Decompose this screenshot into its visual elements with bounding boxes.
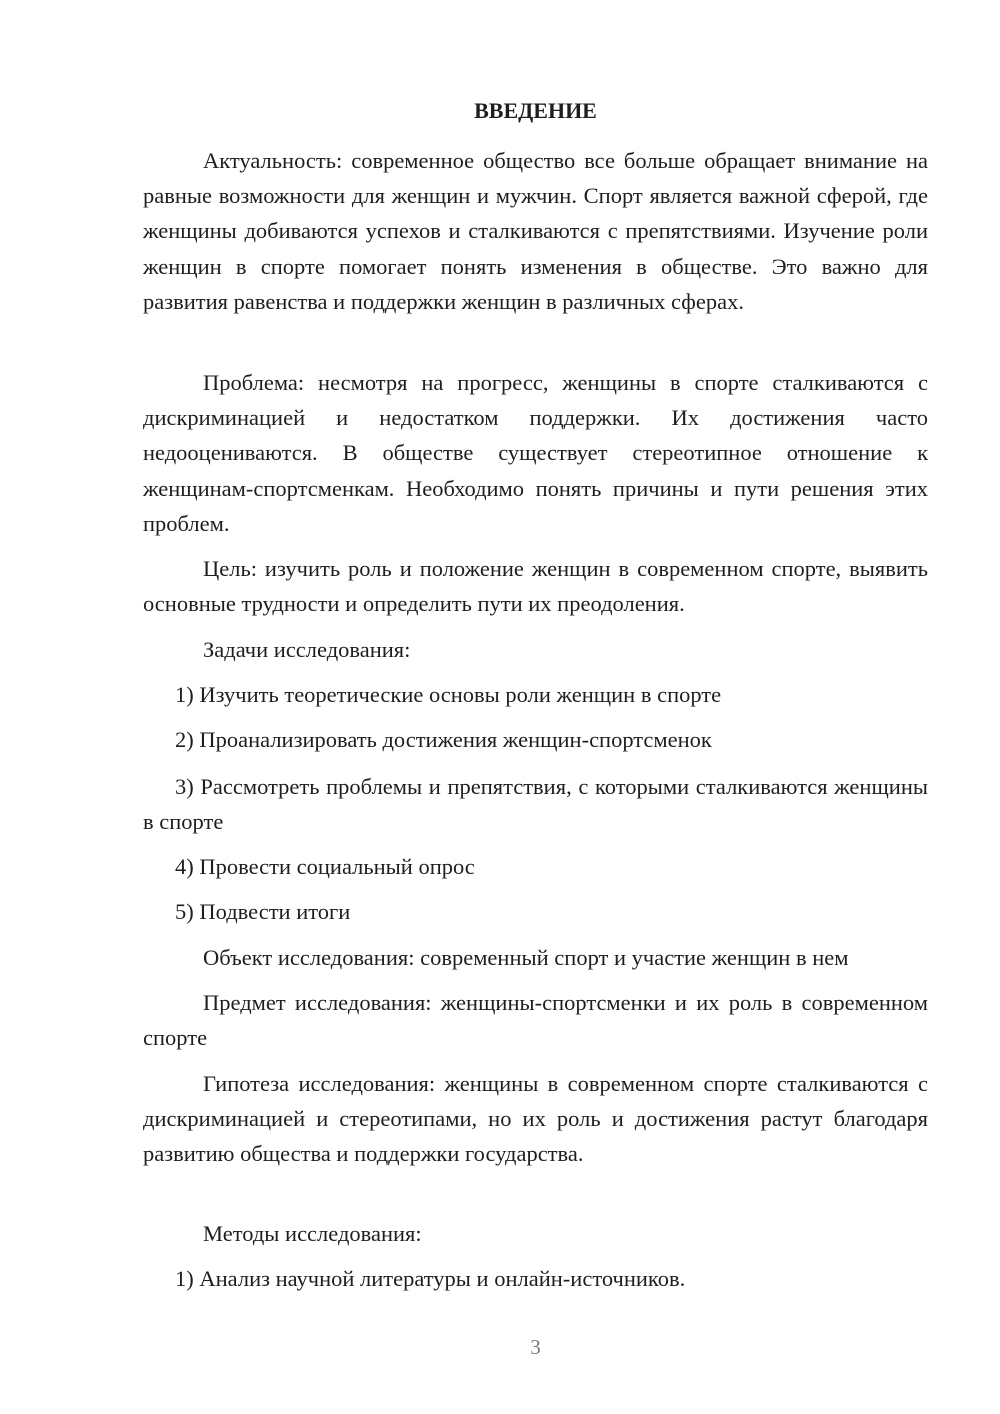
paragraph-methods-heading: Методы исследования: — [203, 1221, 422, 1246]
list-item-task-2: 2) Проанализировать достижения женщин-спортсменок — [175, 727, 712, 752]
paragraph-object: Объект исследования: современный спорт и участие женщин в нем — [203, 945, 849, 970]
page-title: ВВЕДЕНИЕ — [474, 98, 597, 123]
page-number: 3 — [530, 1335, 541, 1359]
paragraph-problem: Проблема: несмотря на прогресс, женщины в спорте сталкиваются с дискриминацией и недостатком поддержки. Их достижения часто недооцениваются. В обществе существует стереотипное отношение к женщинам-спортсменкам. Необходимо понять причины и пути решения этих проблем. — [143, 370, 928, 536]
list-item-method-1: 1) Анализ научной литературы и онлайн-источников. — [175, 1266, 686, 1291]
paragraph-relevance: Актуальность: современное общество все больше обращает внимание на равные возможности для женщин и мужчин. Спорт является важной сферой, где женщины добиваются успехов и сталкиваются с препятствиями. Изучение роли женщин в спорте помогает понять изменения в обществе. Это важно для развития равенства и поддержки женщин в различных сферах. — [143, 148, 928, 314]
list-item-task-3: 3) Рассмотреть проблемы и препятствия, с которыми сталкиваются женщины в спорте — [143, 774, 928, 835]
paragraph-goal: Цель: изучить роль и положение женщин в современном спорте, выявить основные трудности и определить пути их преодоления. — [143, 556, 928, 617]
paragraph-subject: Предмет исследования: женщины-спортсменки и их роль в современном спорте — [143, 990, 928, 1051]
list-item-task-4: 4) Провести социальный опрос — [175, 854, 475, 879]
list-item-task-1: 1) Изучить теоретические основы роли женщин в спорте — [175, 682, 722, 707]
paragraph-hypothesis: Гипотеза исследования: женщины в современном спорте сталкиваются с дискриминацией и стереотипами, но их роль и достижения растут благодаря развитию общества и поддержки государства. — [143, 1071, 928, 1167]
paragraph-tasks-heading: Задачи исследования: — [203, 637, 411, 662]
list-item-task-5: 5) Подвести итоги — [175, 899, 351, 924]
document-page — [143, 0, 928, 1414]
